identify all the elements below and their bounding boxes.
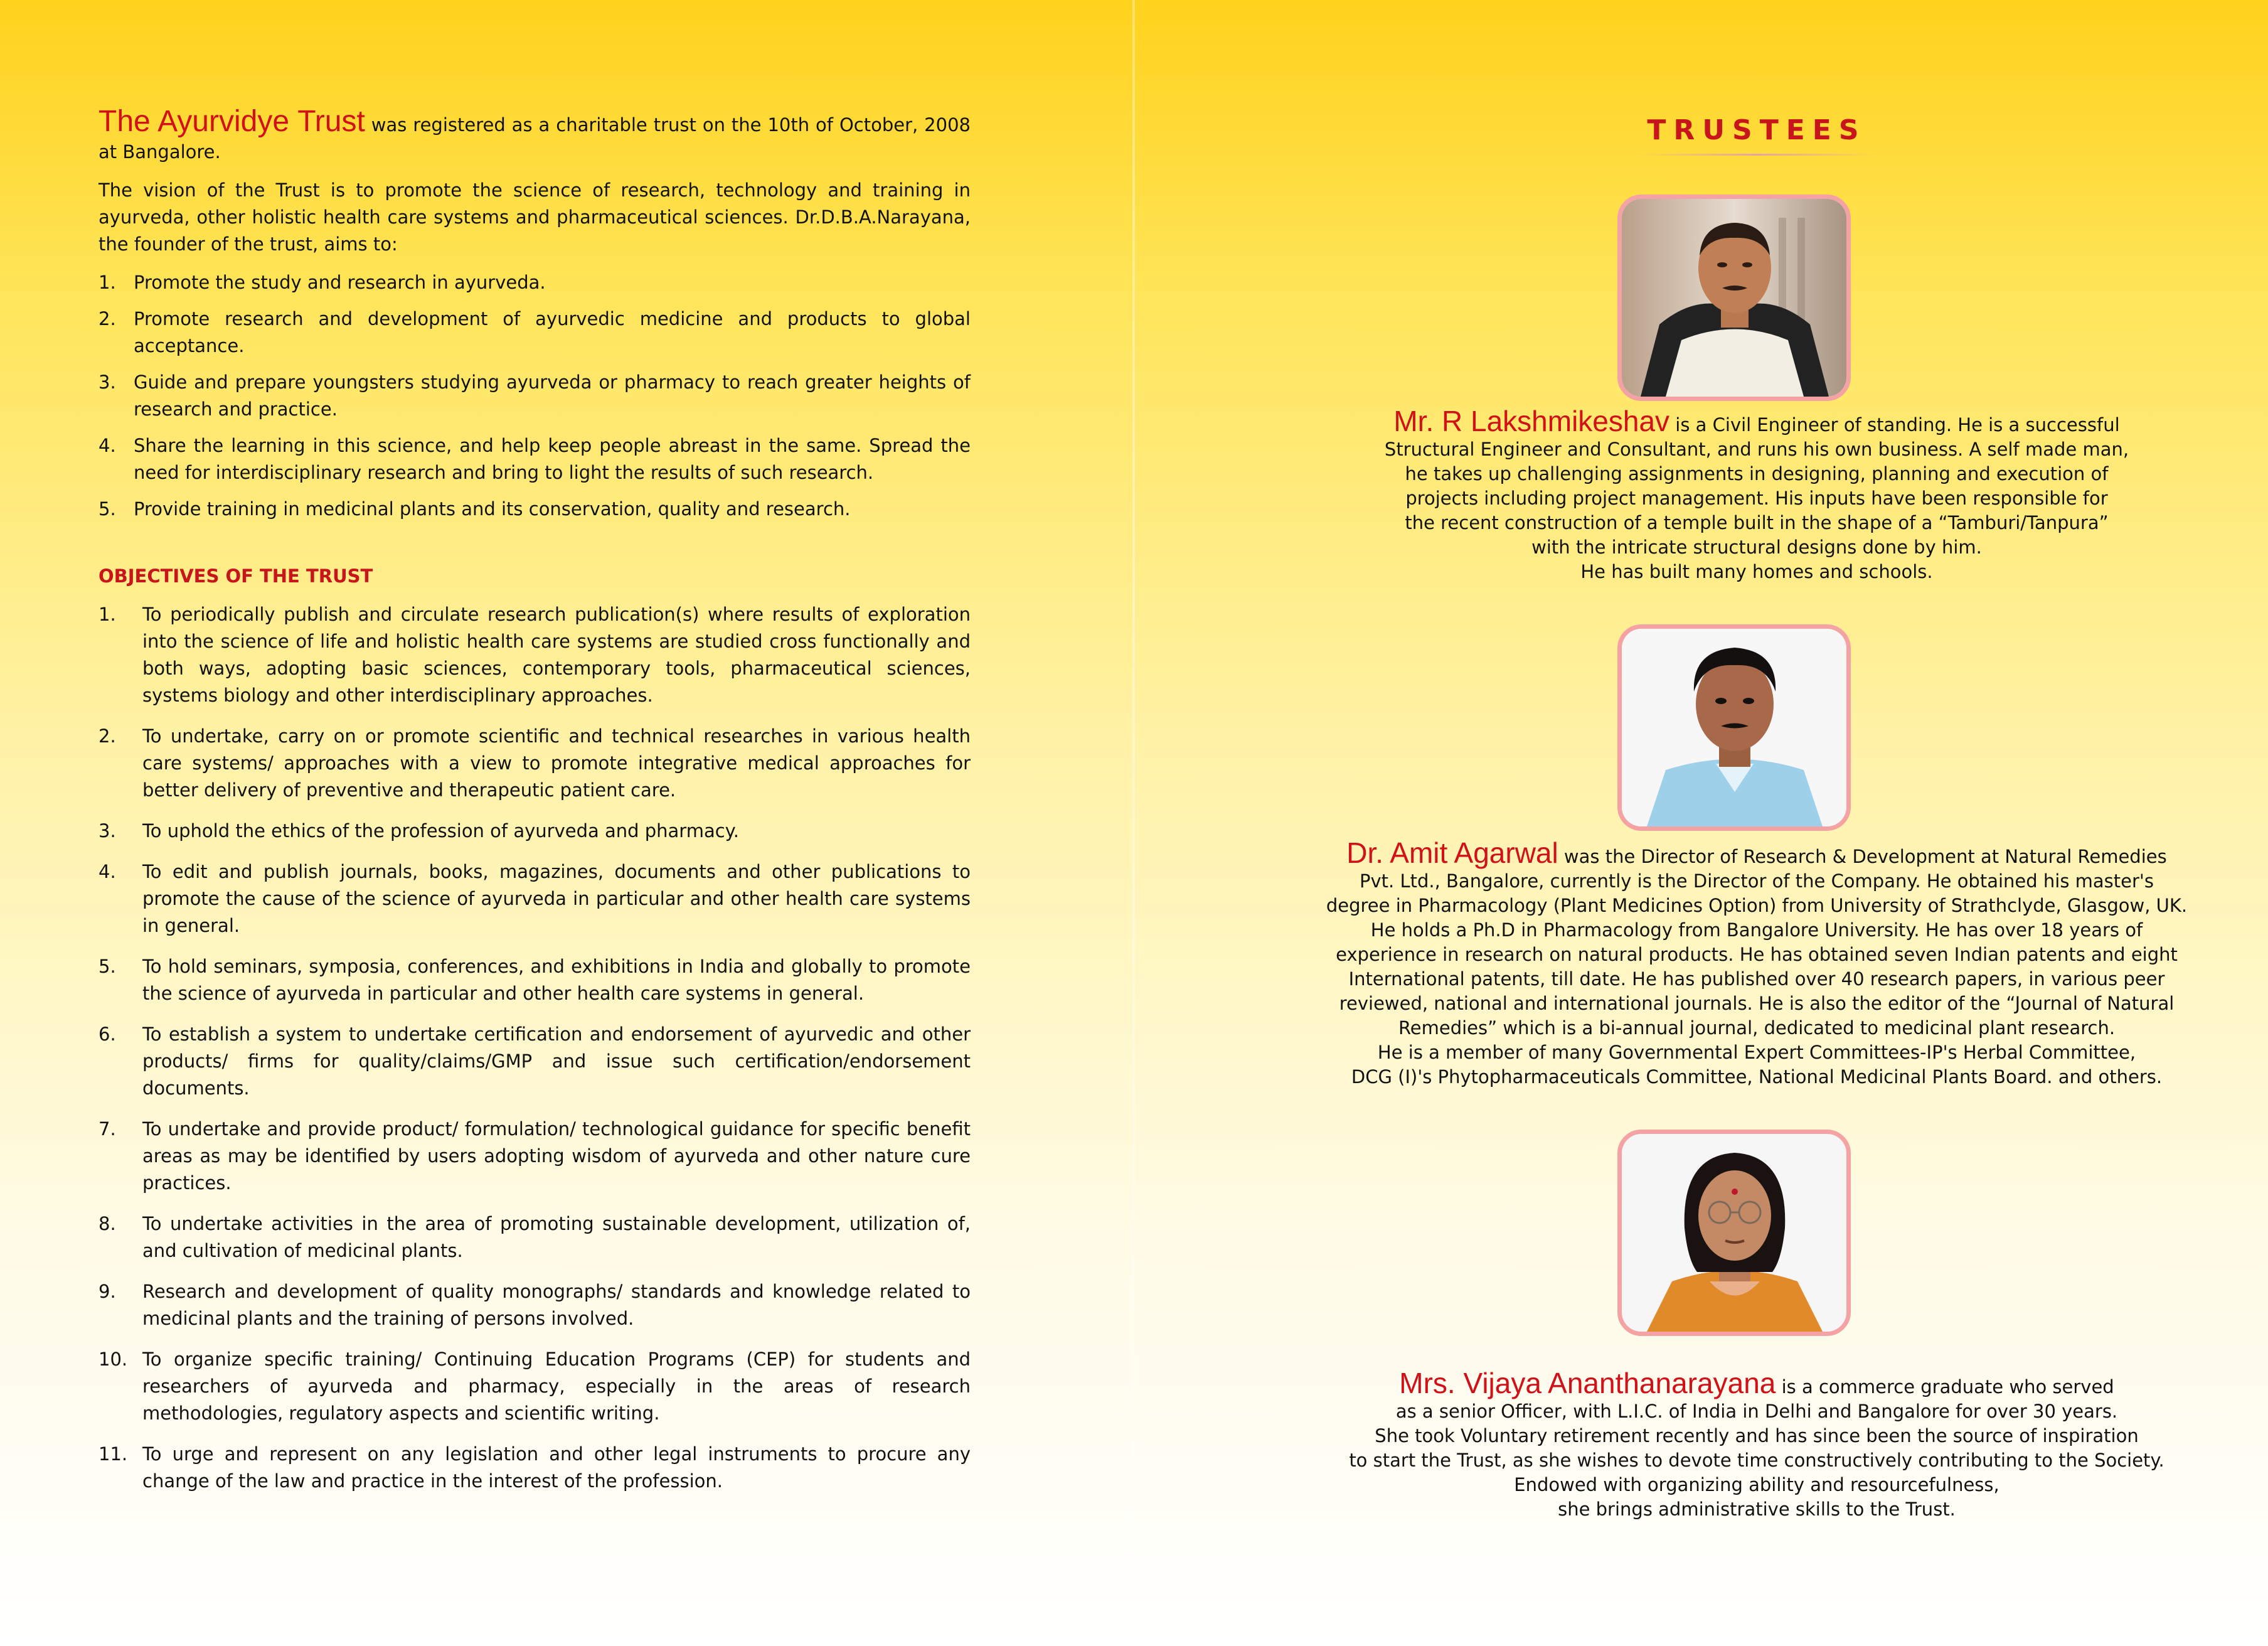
item-number: 3. (98, 371, 116, 393)
item-number: 9. (98, 1281, 116, 1302)
bio-line: International patents, till date. He has published over 40 research papers, in various peer (1348, 968, 2165, 990)
bio-line: with the intricate structural designs done by him. (1531, 537, 1982, 558)
bio-line: He has built many homes and schools. (1580, 561, 1933, 582)
bio-line: DCG (I)'s Phytopharmaceuticals Committee, National Medicinal Plants Board. and others. (1351, 1066, 2163, 1088)
list-item (98, 723, 971, 804)
trust-name: The Ayurvidye Trust (98, 105, 365, 138)
trustee-photo-ananthanarayana (1617, 1130, 1851, 1336)
aims-list (98, 269, 971, 523)
item-number: 6. (98, 1023, 116, 1045)
item-text: Provide training in medicinal plants and its conservation, quality and research. (134, 498, 851, 520)
bio-line: experience in research on natural products. He has obtained seven Indian patents and eight (1336, 944, 2178, 965)
item-text: Research and development of quality monographs/ standards and knowledge related to medicinal plants and the training of persons involved. (142, 1281, 971, 1329)
list-item (98, 1116, 971, 1197)
item-number: 10. (98, 1349, 128, 1370)
man-portrait-image (1622, 199, 1846, 397)
item-text: To organize specific training/ Continuing Education Programs (CEP) for students and researchers of ayurveda and pharmacy, especially in the areas of research methodologies, regulatory aspects and scientific writing. (142, 1349, 971, 1424)
item-text: To undertake and provide product/ formulation/ technological guidance for specific benefit areas as may be identified by users adopting wisdom of ayurveda and other nature cure practices. (142, 1118, 971, 1194)
trustee-name: Dr. Amit Agarwal (1346, 836, 1558, 869)
list-item (98, 601, 971, 709)
item-text: Share the learning in this science, and help keep people abreast in the same. Spread the need for interdisciplinary research and bring to light the results of such research. (134, 435, 971, 483)
list-item (98, 1278, 971, 1332)
bio-line: projects including project management. His inputs have been responsible for (1405, 488, 2108, 509)
bio-line: she brings administrative skills to the Trust. (1558, 1499, 1956, 1520)
item-number: 2. (98, 308, 116, 329)
item-text: Promote research and development of ayurvedic medicine and products to global acceptance. (134, 308, 971, 356)
bio-text: is a commerce graduate who served (1776, 1376, 2114, 1397)
intro-text: was registered as a charitable trust on the 10th of October, 2008 at Bangalore. (98, 114, 971, 163)
objectives-heading: OBJECTIVES OF THE TRUST (98, 565, 373, 587)
objectives-list (98, 601, 971, 1495)
list-item (98, 1346, 971, 1427)
bio-line (1280, 1367, 2233, 1399)
man-portrait-image (1622, 629, 1846, 826)
bio-line: Remedies” which is a bi-annual journal, dedicated to medicinal plant research. (1398, 1017, 2116, 1039)
item-number: 4. (98, 861, 116, 882)
list-item (98, 1441, 971, 1495)
bio-line: the recent construction of a temple built in the shape of a “Tamburi/Tanpura” (1405, 512, 2109, 533)
list-item (98, 1021, 971, 1102)
trustee-bio-agarwal (1280, 836, 2233, 1089)
bio-line: reviewed, national and international journals. He is also the editor of the “Journal of Natural (1339, 993, 2175, 1014)
intro-paragraph (98, 105, 971, 166)
item-text: To uphold the ethics of the profession of ayurveda and pharmacy. (142, 820, 739, 842)
trust-description (98, 105, 971, 1509)
trustee-photo-agarwal (1617, 624, 1851, 831)
item-number: 7. (98, 1118, 116, 1140)
trustee-photo-lakshmikeshav (1617, 195, 1851, 401)
bio-line: He holds a Ph.D in Pharmacology from Bangalore University. He has over 18 years of (1370, 919, 2143, 941)
title-underline (1637, 154, 1876, 156)
trustee-name: Mr. R Lakshmikeshav (1393, 405, 1670, 437)
bio-line: Structural Engineer and Consultant, and runs his own business. A self made man, (1384, 439, 2129, 460)
list-item (98, 818, 971, 845)
item-text: To hold seminars, symposia, conferences, and exhibitions in India and globally to promote the science of ayurveda in particular and other health care systems in general. (142, 956, 971, 1004)
list-item (98, 369, 971, 423)
list-item (98, 953, 971, 1007)
item-text: To periodically publish and circulate research publication(s) where results of exploration into the science of life and holistic health care systems are studied cross functionally and both ways, adopting basic sciences, contemporary tools, pharmaceutical sciences, systems biology and other interdisciplinary approaches. (142, 604, 971, 706)
trustee-bio-ananthanarayana (1280, 1367, 2233, 1522)
trustees-title: TRUSTEES (1647, 114, 1866, 146)
bio-line: He is a member of many Governmental Expert Committees-IP's Herbal Committee, (1377, 1042, 2136, 1063)
bio-text: is a Civil Engineer of standing. He is a successful (1669, 414, 2120, 436)
bio-line (1280, 836, 2233, 869)
item-number: 5. (98, 498, 116, 520)
list-item (98, 306, 971, 360)
bio-line: Endowed with organizing ability and resourcefulness, (1514, 1474, 1999, 1495)
item-text: Guide and prepare youngsters studying ayurveda or pharmacy to reach greater heights of research and practice. (134, 371, 971, 420)
bio-line (1280, 405, 2233, 437)
page-fold (1132, 0, 1135, 1646)
list-item (98, 269, 971, 296)
bio-line: degree in Pharmacology (Plant Medicines Option) from University of Strathclyde, Glasgow, UK. (1326, 895, 2188, 916)
bio-line: as a senior Officer, with L.I.C. of India in Delhi and Bangalore for over 30 years. (1395, 1401, 2118, 1422)
vision-paragraph: The vision of the Trust is to promote the science of research, technology and training in ayurveda, other holistic health care systems and pharmaceutical sciences. Dr.D.B.A.Narayana, the founder of the trust, aims to: (98, 179, 971, 255)
item-number: 11. (98, 1443, 128, 1465)
bio-line: She took Voluntary retirement recently and has since been the source of inspiration (1375, 1425, 2139, 1446)
trustee-name: Mrs. Vijaya Ananthanarayana (1399, 1367, 1776, 1399)
item-text: To establish a system to undertake certification and endorsement of ayurvedic and other products/ firms for quality/claims/GMP and issue such certification/endorsement documents. (142, 1023, 971, 1099)
item-text: To urge and represent on any legislation and other legal instruments to procure any change of the law and practice in the interest of the profession. (142, 1443, 971, 1492)
item-number: 1. (98, 604, 116, 625)
item-number: 1. (98, 272, 116, 293)
list-item (98, 432, 971, 486)
item-number: 5. (98, 956, 116, 977)
item-text: Promote the study and research in ayurveda. (134, 272, 546, 293)
woman-portrait-image (1622, 1134, 1846, 1332)
item-text: To edit and publish journals, books, magazines, documents and other publications to promote the cause of the science of ayurveda in particular and other health care systems in general. (142, 861, 971, 936)
list-item (98, 1210, 971, 1264)
item-text: To undertake activities in the area of promoting sustainable development, utilization of, and cultivation of medicinal plants. (142, 1213, 971, 1261)
list-item (98, 496, 971, 523)
bio-line: he takes up challenging assignments in designing, planning and execution of (1405, 463, 2109, 484)
bio-line: to start the Trust, as she wishes to devote time constructively contributing to the Society. (1349, 1450, 2164, 1471)
trustee-bio-lakshmikeshav (1280, 405, 2233, 584)
item-text: To undertake, carry on or promote scientific and technical researches in various health care systems/ approaches with a view to promote integrative medical approaches for better delivery of preventive and therapeutic patient care. (142, 725, 971, 801)
item-number: 8. (98, 1213, 116, 1234)
item-number: 3. (98, 820, 116, 842)
item-number: 4. (98, 435, 116, 456)
bio-line: Pvt. Ltd., Bangalore, currently is the Director of the Company. He obtained his master's (1359, 870, 2154, 892)
bio-text: was the Director of Research & Development at Natural Remedies (1558, 846, 2167, 867)
list-item (98, 858, 971, 939)
item-number: 2. (98, 725, 116, 747)
